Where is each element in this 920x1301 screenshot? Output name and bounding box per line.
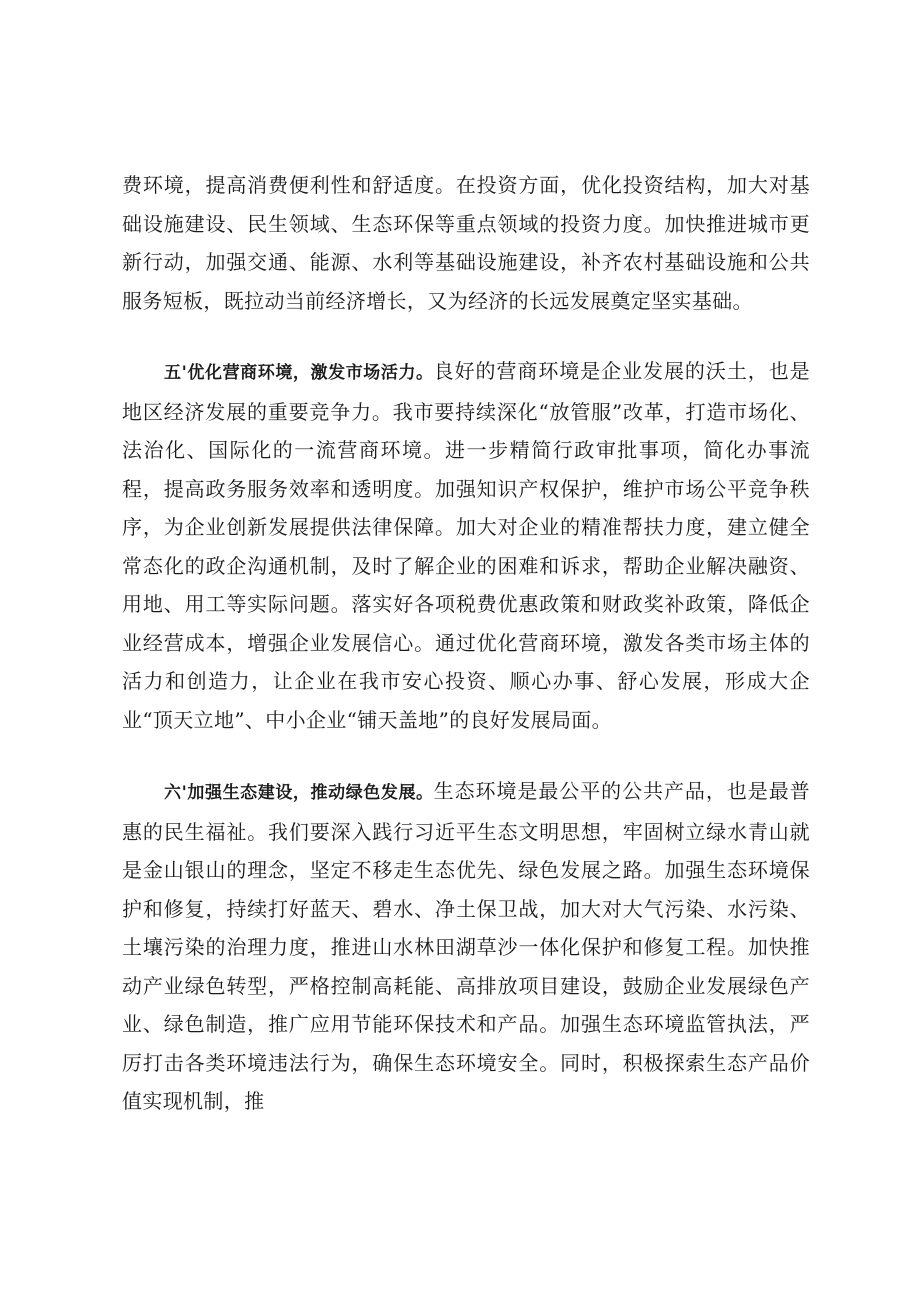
paragraph-ecology xyxy=(122,772,810,1121)
section-heading-five: 五'优化营商环境，激发市场活力。 xyxy=(164,363,434,383)
paragraph-body: 良好的营商环境是企业发展的沃土，也是地区经济发展的重要竞争力。我市要持续深化“放管服”改革，打造市场化、法治化、国际化的一流营商环境。进一步精简行政审批事项，简化办事流程，提高政务服务效率和透明度。加强知识产权保护，维护市场公平竞争秩序，为企业创新发展提供法律保障。加大对企业的精准帮扶力度，建立健全常态化的政企沟通机制，及时了解企业的困难和诉求，帮助企业解决融资、用地、用工等实际问题。落实好各项税费优惠政策和财政奖补政策，降低企业经营成本，增强企业发展信心。通过优化营商环境，激发各类市场主体的活力和创造力，让企业在我市安心投资、顺心办事、舒心发展，形成大企业“顶天立地”、中小企业“铺天盖地”的良好发展局面。 xyxy=(122,359,810,732)
document-page xyxy=(122,166,810,1121)
paragraph-body: 生态环境是最公平的公共产品，也是最普惠的民生福祉。我们要深入践行习近平生态文明思想，牢固树立绿水青山就是金山银山的理念，坚定不移走生态优先、绿色发展之路。加强生态环境保护和修复，持续打好蓝天、碧水、净土保卫战，加大对大气污染、水污染、土壤污染的治理力度，推进山水林田湖草沙一体化保护和修复工程。加快推动产业绿色转型，严格控制高耗能、高排放项目建设，鼓励企业发展绿色产业、绿色制造，推广应用节能环保技术和产品。加强生态环境监管执法，严厉打击各类环境违法行为，确保生态环境安全。同时，积极探索生态产品价值实现机制，推 xyxy=(122,779,810,1113)
paragraph-body: 费环境，提高消费便利性和舒适度。在投资方面，优化投资结构，加大对基础设施建设、民生领域、生态环保等重点领域的投资力度。加快推进城市更新行动，加强交通、能源、水利等基础设施建设，补齐农村基础设施和公共服务短板，既拉动当前经济增长，又为经济的长远发展奠定坚实基础。 xyxy=(122,173,810,313)
section-heading-six: 六'加强生态建设，推动绿色发展。 xyxy=(164,783,434,803)
paragraph-business-environment xyxy=(122,352,810,739)
paragraph-investment xyxy=(122,166,810,320)
